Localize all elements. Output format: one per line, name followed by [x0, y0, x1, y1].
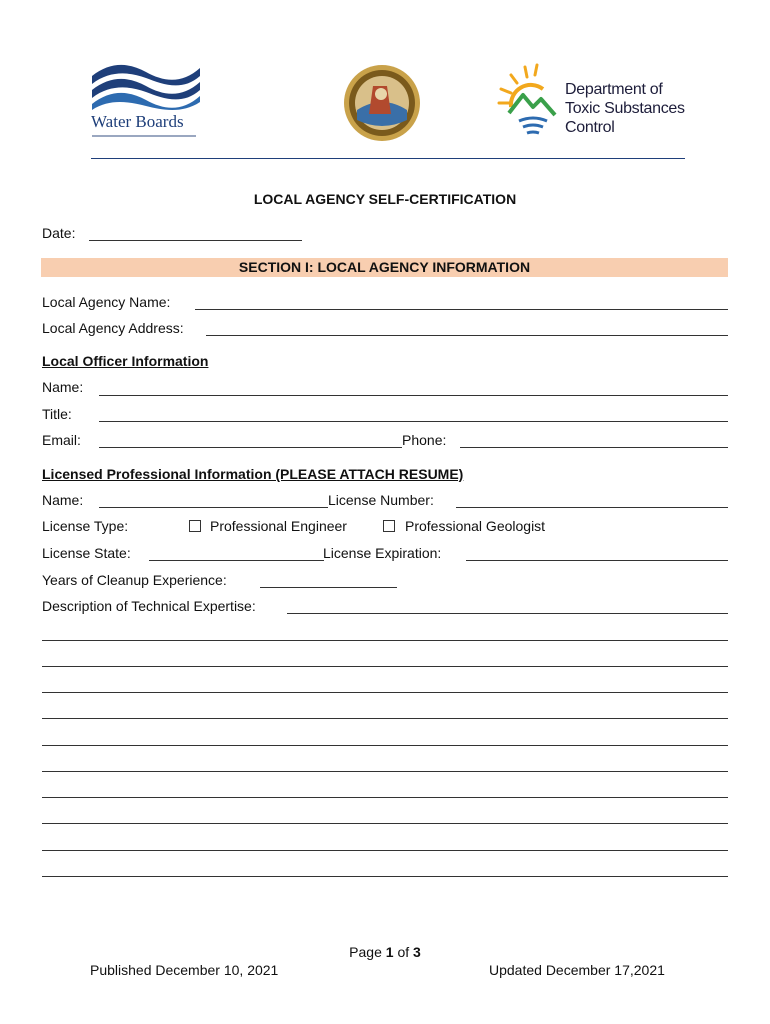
page-current: 1 [385, 944, 394, 960]
professional-heading: Licensed Professional Information (PLEASE ATTACH RESUME) [42, 466, 464, 482]
description-field-line-3[interactable] [42, 666, 728, 667]
license-state-label: License State: [42, 545, 131, 561]
officer-phone-field[interactable] [460, 447, 728, 448]
page-mid: of [393, 944, 414, 960]
license-expiration-field[interactable] [466, 560, 728, 561]
agency-address-label: Local Agency Address: [42, 320, 184, 336]
description-field-line-9[interactable] [42, 823, 728, 824]
description-field-line-7[interactable] [42, 771, 728, 772]
license-number-field[interactable] [456, 507, 728, 508]
california-seal [343, 64, 421, 142]
description-field-line-1[interactable] [287, 613, 728, 614]
water-waves-icon [90, 62, 202, 112]
officer-name-field[interactable] [99, 395, 728, 396]
sun-mountain-icon [497, 63, 561, 139]
license-type-label: License Type: [42, 518, 129, 534]
dtsc-name-line-2: Toxic Substances [565, 100, 685, 117]
description-field-line-6[interactable] [42, 745, 728, 746]
officer-title-field[interactable] [99, 421, 728, 422]
license-number-label: License Number: [328, 492, 434, 508]
years-experience-field[interactable] [260, 587, 397, 588]
agency-name-field[interactable] [195, 309, 728, 310]
water-boards-tagline-rule [92, 135, 196, 137]
officer-name-label: Name: [42, 379, 84, 395]
officer-email-label: Email: [42, 432, 81, 448]
description-field-line-11[interactable] [42, 876, 728, 877]
agency-address-field[interactable] [206, 335, 728, 336]
agency-name-label: Local Agency Name: [42, 294, 171, 310]
form-title: LOCAL AGENCY SELF-CERTIFICATION [253, 191, 517, 207]
published-date: Published December 10, 2021 [90, 962, 279, 978]
section-1-heading: SECTION I: LOCAL AGENCY INFORMATION [238, 259, 531, 275]
page-indicator [0, 944, 770, 960]
geologist-option-label: Professional Geologist [405, 518, 546, 534]
engineer-checkbox[interactable] [189, 520, 201, 532]
water-boards-logo [88, 60, 203, 145]
date-label: Date: [42, 225, 76, 241]
dtsc-logo [497, 63, 685, 141]
updated-date: Updated December 17,2021 [489, 962, 665, 978]
description-label: Description of Technical Expertise: [42, 598, 256, 614]
license-state-field[interactable] [149, 560, 324, 561]
date-field[interactable] [89, 240, 302, 241]
description-field-line-2[interactable] [42, 640, 728, 641]
professional-name-field[interactable] [99, 507, 328, 508]
license-expiration-label: License Expiration: [323, 545, 442, 561]
officer-title-label: Title: [42, 406, 72, 422]
water-boards-wordmark: Water Boards [91, 112, 184, 131]
officer-heading: Local Officer Information [42, 353, 209, 369]
professional-name-label: Name: [42, 492, 84, 508]
engineer-option-label: Professional Engineer [210, 518, 347, 534]
california-seal-icon [343, 64, 421, 142]
dtsc-name-line-3: Control [565, 119, 615, 136]
page-total: 3 [413, 944, 421, 960]
section-1-heading-band [41, 258, 728, 277]
description-field-line-5[interactable] [42, 718, 728, 719]
description-field-line-4[interactable] [42, 692, 728, 693]
description-field-line-8[interactable] [42, 797, 728, 798]
page-prefix: Page [349, 944, 386, 960]
description-field-line-10[interactable] [42, 850, 728, 851]
header-rule [91, 158, 685, 159]
officer-phone-label: Phone: [402, 432, 447, 448]
geologist-checkbox[interactable] [383, 520, 395, 532]
years-experience-label: Years of Cleanup Experience: [42, 572, 227, 588]
dtsc-name-line-1: Department of [565, 81, 663, 98]
officer-email-field[interactable] [99, 447, 402, 448]
